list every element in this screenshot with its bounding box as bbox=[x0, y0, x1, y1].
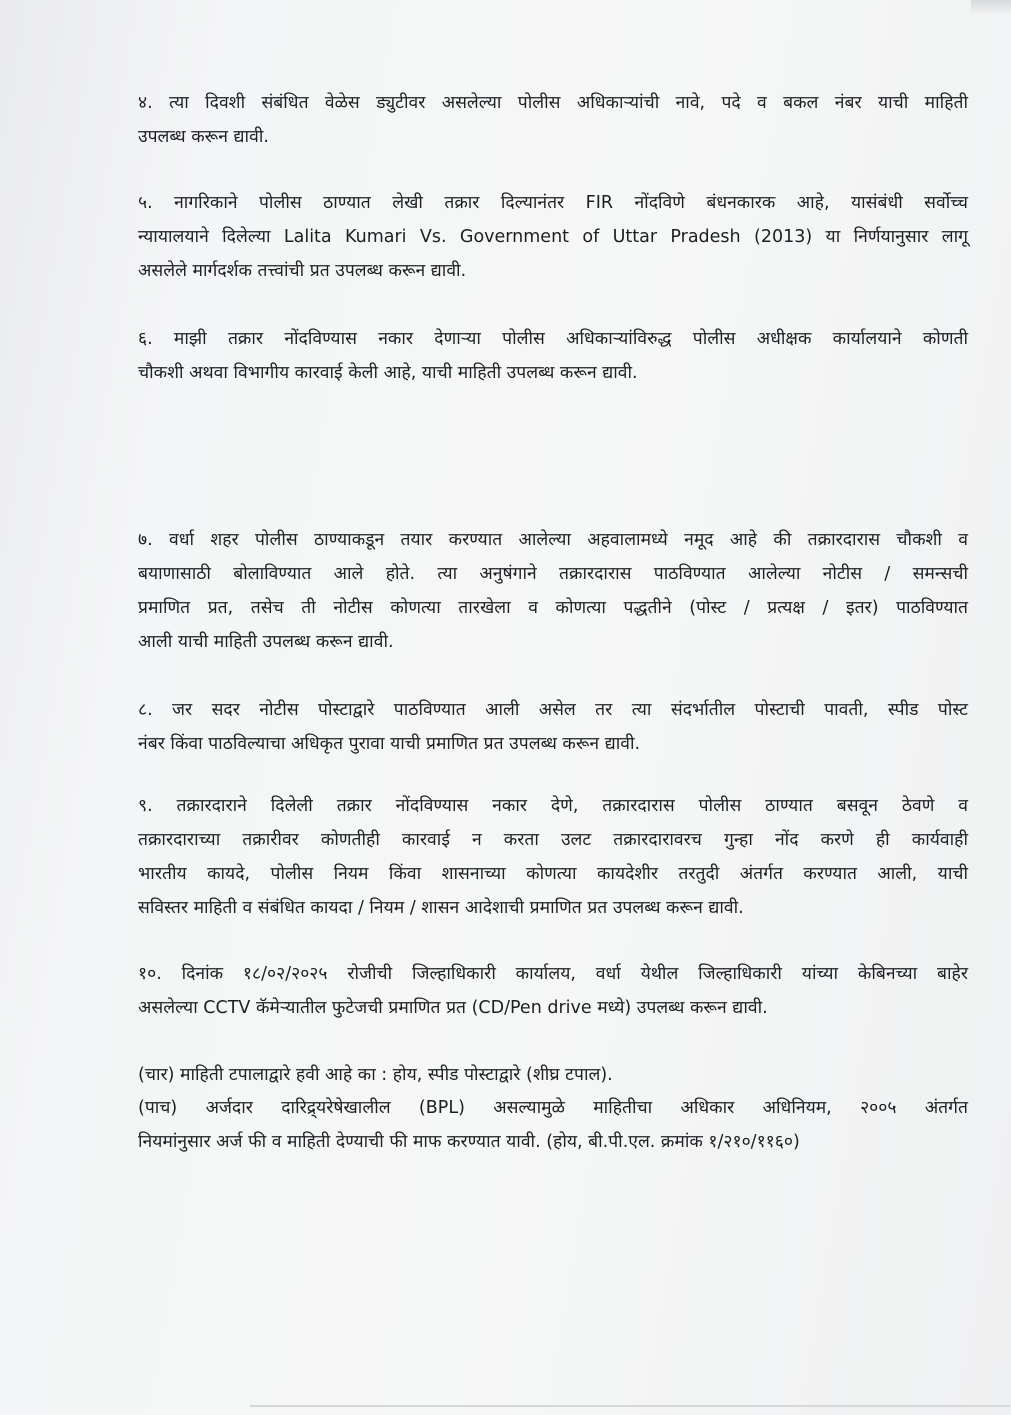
paragraph-item-5 bbox=[138, 186, 968, 288]
paragraph-line: भारतीय कायदे, पोलीस नियम किंवा शासनाच्या कोणत्या कायदेशीर तरतुदी अंतर्गत करण्यात आली, याची bbox=[138, 864, 968, 884]
paragraph-line: उपलब्ध करून द्यावी. bbox=[138, 127, 269, 147]
paragraph-line: (पाच) अर्जदार दारिद्र्यरेषेखालील (BPL) असल्यामुळे माहितीचा अधिकार अधिनियम, २००५ अंतर्गत bbox=[138, 1098, 968, 1118]
paragraph-line: तक्रारदाराच्या तक्रारीवर कोणतीही कारवाई न करता उलट तक्रारदारावरच गुन्हा नोंद करणे ही कार्यवाही bbox=[138, 830, 968, 850]
paragraph-line: ६. माझी तक्रार नोंदविण्यास नकार देणाऱ्या पोलीस अधिकाऱ्यांविरुद्ध पोलीस अधीक्षक कार्यालयाने कोणती bbox=[138, 329, 968, 349]
paragraph-item-pach bbox=[138, 1091, 968, 1159]
paragraph-line: प्रमाणित प्रत, तसेच ती नोटीस कोणत्या तारखेला व कोणत्या पद्धतीने (पोस्ट / प्रत्यक्ष / इतर) पाठविण्यात bbox=[138, 598, 968, 618]
paragraph-line: ५. नागरिकाने पोलीस ठाण्यात लेखी तक्रार दिल्यानंतर FIR नोंदविणे बंधनकारक आहे, यासंबंधी सर्वोच्च bbox=[138, 193, 968, 213]
paragraph-item-6 bbox=[138, 322, 968, 390]
paragraph-line: आली याची माहिती उपलब्ध करून द्यावी. bbox=[138, 632, 394, 652]
paragraph-line: असलेल्या CCTV कॅमेऱ्यातील फुटेजची प्रमाणित प्रत (CD/Pen drive मध्ये) उपलब्ध करून द्यावी. bbox=[138, 998, 768, 1018]
paragraph-line: ७. वर्धा शहर पोलीस ठाण्याकडून तयार करण्यात आलेल्या अहवालामध्ये नमूद आहे की तक्रारदारास चौकशी व bbox=[138, 530, 968, 550]
paragraph-line: न्यायालयाने दिलेल्या Lalita Kumari Vs. Government of Uttar Pradesh (2013) या निर्णयानुसार लागू bbox=[138, 227, 968, 247]
paragraph-item-8 bbox=[138, 693, 968, 761]
paragraph-line: ४. त्या दिवशी संबंधित वेळेस ड्युटीवर असलेल्या पोलीस अधिकाऱ्यांची नावे, पदे व बकल नंबर याची माहिती bbox=[138, 93, 968, 113]
paragraph-line: ९. तक्रारदाराने दिलेली तक्रार नोंदविण्यास नकार देणे, तक्रारदारास पोलीस ठाण्यात बसवून ठेवणे व bbox=[138, 796, 968, 816]
paragraph-item-7 bbox=[138, 523, 968, 659]
paragraph-item-char bbox=[138, 1058, 968, 1092]
paragraph-item-9 bbox=[138, 789, 968, 925]
paragraph-line: असलेले मार्गदर्शक तत्त्वांची प्रत उपलब्ध करून द्यावी. bbox=[138, 261, 467, 281]
paragraph-line: सविस्तर माहिती व संबंधित कायदा / नियम / शासन आदेशाची प्रमाणित प्रत उपलब्ध करून द्यावी. bbox=[138, 898, 744, 918]
paragraph-item-4 bbox=[138, 86, 968, 154]
paragraph-line: १०. दिनांक १८/०२/२०२५ रोजीची जिल्हाधिकारी कार्यालय, वर्धा येथील जिल्हाधिकारी यांच्या केबिनच्या बाहेर bbox=[138, 964, 968, 984]
paragraph-line: ८. जर सदर नोटीस पोस्टाद्वारे पाठविण्यात आली असेल तर त्या संदर्भातील पोस्टाची पावती, स्पीड पोस्ट bbox=[138, 700, 968, 720]
paragraph-line: (चार) माहिती टपालाद्वारे हवी आहे का : होय, स्पीड पोस्टाद्वारे (शीघ्र टपाल). bbox=[138, 1065, 613, 1085]
paragraph-line: नियमांनुसार अर्ज फी व माहिती देण्याची फी माफ करण्यात यावी. (होय, बी.पी.एल. क्रमांक १/२१०/११६०) bbox=[138, 1132, 800, 1152]
paragraph-line: बयाणासाठी बोलाविण्यात आले होते. त्या अनुषंगाने तक्रारदारास पाठविण्यात आलेल्या नोटीस / समन्सची bbox=[138, 564, 968, 584]
paragraph-item-10 bbox=[138, 957, 968, 1025]
paragraph-line: चौकशी अथवा विभागीय कारवाई केली आहे, याची माहिती उपलब्ध करून द्यावी. bbox=[138, 363, 638, 383]
paragraph-line: नंबर किंवा पाठविल्याचा अधिकृत पुरावा याची प्रमाणित प्रत उपलब्ध करून द्यावी. bbox=[138, 734, 641, 754]
